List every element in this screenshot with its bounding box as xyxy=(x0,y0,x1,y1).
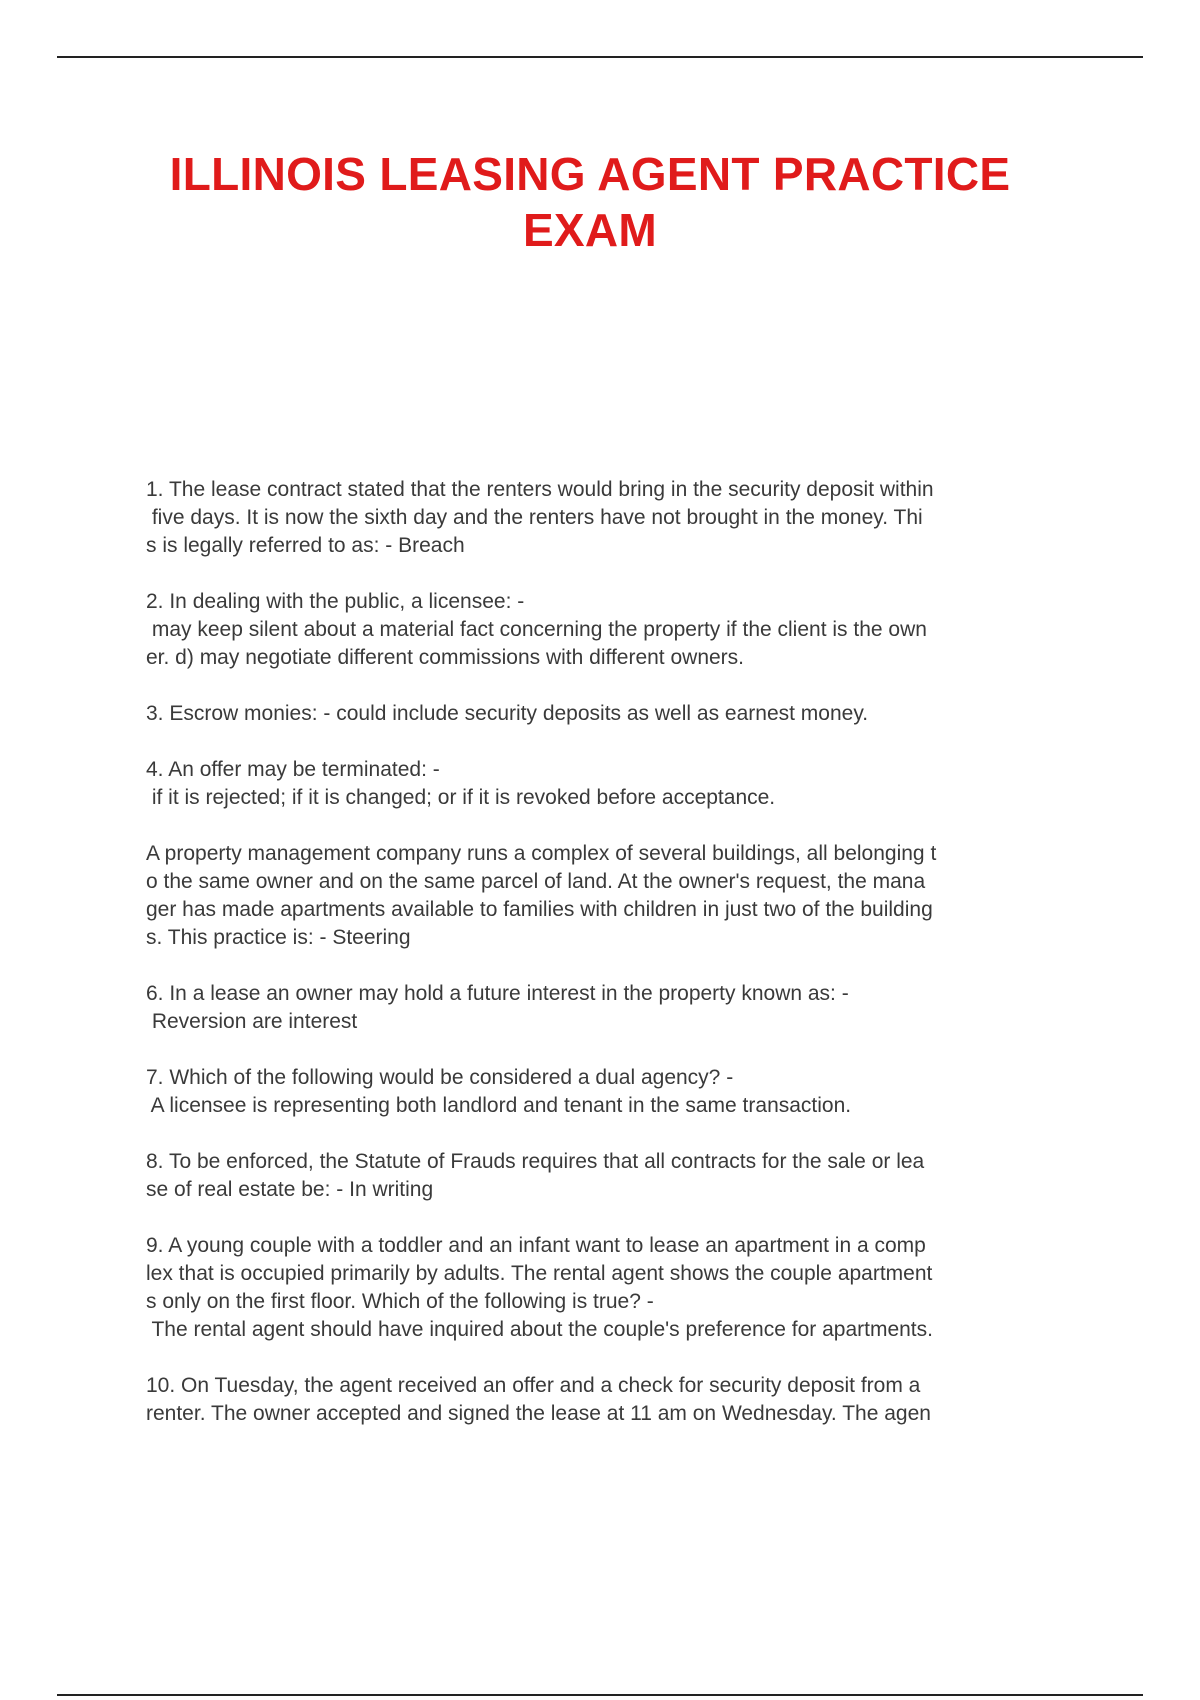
question-text-line: s. This practice is: - Steering xyxy=(146,926,411,949)
question-text-line: if it is rejected; if it is changed; or if it is revoked before acceptance. xyxy=(146,786,776,809)
question-text-line: o the same owner and on the same parcel of land. At the owner's request, the mana xyxy=(146,870,926,893)
question-item xyxy=(146,840,1086,952)
question-text-line: five days. It is now the sixth day and the renters have not brought in the money. Thi xyxy=(146,506,923,529)
page-title-line-1: ILLINOIS LEASING AGENT PRACTICE xyxy=(169,148,1011,200)
question-text-line: s is legally referred to as: - Breach xyxy=(146,534,465,557)
question-text-line: The rental agent should have inquired about the couple's preference for apartments. xyxy=(146,1318,933,1341)
question-item xyxy=(146,1148,1086,1204)
question-item xyxy=(146,756,1086,812)
question-text-line: 3. Escrow monies: - could include security deposits as well as earnest money. xyxy=(146,702,869,725)
question-text-line: 10. On Tuesday, the agent received an offer and a check for security deposit from a xyxy=(146,1374,921,1397)
question-item xyxy=(146,980,1086,1036)
question-list xyxy=(146,476,1086,1456)
question-text-line: 9. A young couple with a toddler and an infant want to lease an apartment in a comp xyxy=(146,1234,926,1257)
question-text-line: renter. The owner accepted and signed the lease at 11 am on Wednesday. The agen xyxy=(146,1402,931,1425)
question-text-line: ger has made apartments available to families with children in just two of the building xyxy=(146,898,933,921)
bottom-divider xyxy=(57,1694,1143,1696)
question-item xyxy=(146,588,1086,672)
question-text-line: 8. To be enforced, the Statute of Frauds requires that all contracts for the sale or lea xyxy=(146,1150,925,1173)
question-item xyxy=(146,476,1086,560)
question-text-line: s only on the first floor. Which of the following is true? - xyxy=(146,1290,654,1313)
page-title-line-2: EXAM xyxy=(522,204,658,256)
top-divider xyxy=(57,56,1143,58)
question-text-line: er. d) may negotiate different commissions with different owners. xyxy=(146,646,745,669)
question-text-line: Reversion are interest xyxy=(146,1010,358,1033)
question-text-line: 7. Which of the following would be considered a dual agency? - xyxy=(146,1066,734,1089)
question-item xyxy=(146,700,1086,728)
question-text-line: se of real estate be: - In writing xyxy=(146,1178,434,1201)
question-text-line: A property management company runs a complex of several buildings, all belonging t xyxy=(146,842,937,865)
question-item xyxy=(146,1232,1086,1344)
question-text-line: 2. In dealing with the public, a licensee: - xyxy=(146,590,525,613)
question-text-line: may keep silent about a material fact concerning the property if the client is the own xyxy=(146,618,927,641)
question-text-line: 1. The lease contract stated that the renters would bring in the security deposit within xyxy=(146,478,934,501)
question-text-line: lex that is occupied primarily by adults. The rental agent shows the couple apartment xyxy=(146,1262,933,1285)
question-text-line: A licensee is representing both landlord and tenant in the same transaction. xyxy=(146,1094,852,1117)
question-text-line: 6. In a lease an owner may hold a future interest in the property known as: - xyxy=(146,982,849,1005)
question-item xyxy=(146,1064,1086,1120)
question-item xyxy=(146,1372,1086,1428)
page-title xyxy=(130,146,1050,258)
question-text-line: 4. An offer may be terminated: - xyxy=(146,758,440,781)
